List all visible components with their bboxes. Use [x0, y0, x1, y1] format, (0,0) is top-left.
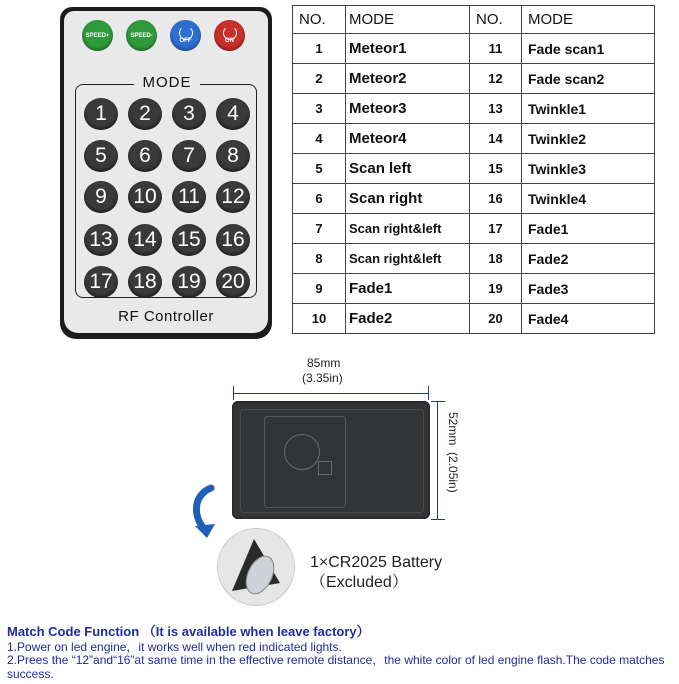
battery-detail-image — [217, 528, 295, 606]
width-dimension-line — [233, 393, 429, 394]
mode-name: Fade scan2 — [522, 64, 655, 94]
mode-number: 20 — [470, 304, 522, 334]
mode-table — [292, 5, 655, 334]
table-row — [293, 184, 655, 214]
number-button-20[interactable]: 20 — [216, 266, 250, 298]
mode-number: 3 — [293, 94, 346, 124]
mode-name: Meteor1 — [346, 34, 470, 64]
mode-title: MODE — [134, 74, 200, 91]
mode-name: Fade scan1 — [522, 34, 655, 64]
battery-line2: （Excluded） — [310, 574, 408, 591]
table-row — [293, 124, 655, 154]
number-button-13[interactable]: 13 — [84, 224, 118, 256]
number-button-9[interactable]: 9 — [84, 181, 118, 213]
mode-name: Twinkle2 — [522, 124, 655, 154]
mode-name: Scan right&left — [346, 214, 470, 244]
mode-number: 4 — [293, 124, 346, 154]
number-button-17[interactable]: 17 — [84, 266, 118, 298]
speed-plus-button[interactable]: SPEED+ — [82, 20, 113, 51]
mode-name: Fade1 — [522, 214, 655, 244]
mode-name: Scan right&left — [346, 244, 470, 274]
mode-number: 10 — [293, 304, 346, 334]
mode-number: 8 — [293, 244, 346, 274]
table-header-row — [293, 6, 655, 34]
mode-number: 5 — [293, 154, 346, 184]
mode-number: 9 — [293, 274, 346, 304]
height-tick-bottom — [431, 519, 445, 520]
width-tick-left — [233, 386, 234, 400]
header-mode: MODE — [346, 6, 470, 34]
table-row — [293, 34, 655, 64]
number-button-11[interactable]: 11 — [172, 181, 206, 213]
battery-line1: 1×CR2025 Battery — [310, 554, 443, 571]
header-no: NO. — [470, 6, 522, 34]
mode-name: Scan left — [346, 154, 470, 184]
off-button[interactable]: OFF — [170, 20, 201, 51]
mode-number: 15 — [470, 154, 522, 184]
remote-controller-front — [60, 7, 272, 339]
table-row — [293, 304, 655, 334]
number-button-7[interactable]: 7 — [172, 140, 206, 172]
number-button-3[interactable]: 3 — [172, 98, 206, 130]
mode-number: 7 — [293, 214, 346, 244]
mode-name: Fade2 — [346, 304, 470, 334]
header-no: NO. — [293, 6, 346, 34]
remote-face — [64, 11, 268, 333]
table-row — [293, 214, 655, 244]
mode-number: 19 — [470, 274, 522, 304]
mode-number: 18 — [470, 244, 522, 274]
remote-back-view — [232, 401, 430, 519]
number-button-15[interactable]: 15 — [172, 224, 206, 256]
match-code-title: Match Code Function （It is available when leave factory） — [7, 624, 370, 639]
number-button-16[interactable]: 16 — [216, 224, 250, 256]
match-code-step-1: 1.Power on led engine，it works well when red indicated lights. — [7, 640, 342, 654]
height-label: 52mm (2.05in) — [446, 412, 460, 493]
mode-number: 13 — [470, 94, 522, 124]
number-button-14[interactable]: 14 — [128, 224, 162, 256]
mode-number: 17 — [470, 214, 522, 244]
mode-name: Fade4 — [522, 304, 655, 334]
battery-icon — [218, 529, 294, 605]
number-button-6[interactable]: 6 — [128, 140, 162, 172]
ce-mark-icon — [318, 461, 332, 475]
width-in-label: (3.35in) — [302, 371, 343, 385]
table-row — [293, 274, 655, 304]
mode-number: 1 — [293, 34, 346, 64]
mode-name: Meteor3 — [346, 94, 470, 124]
mode-name: Twinkle3 — [522, 154, 655, 184]
header-mode: MODE — [522, 6, 655, 34]
mode-number: 6 — [293, 184, 346, 214]
number-button-19[interactable]: 19 — [172, 266, 206, 298]
width-mm-label: 85mm — [307, 356, 341, 370]
number-button-10[interactable]: 10 — [128, 181, 162, 213]
mode-name: Scan right — [346, 184, 470, 214]
battery-text — [310, 553, 442, 593]
height-dimension-line — [437, 401, 438, 520]
rf-controller-label: RF Controller — [118, 308, 214, 325]
width-tick-right — [428, 386, 429, 400]
number-button-2[interactable]: 2 — [128, 98, 162, 130]
number-button-12[interactable]: 12 — [216, 181, 250, 213]
mode-number: 14 — [470, 124, 522, 154]
table-row — [293, 154, 655, 184]
battery-slot — [284, 434, 320, 470]
mode-name: Meteor4 — [346, 124, 470, 154]
mode-name: Fade2 — [522, 244, 655, 274]
mode-name: Meteor2 — [346, 64, 470, 94]
mode-name: Twinkle1 — [522, 94, 655, 124]
table-row — [293, 64, 655, 94]
mode-number: 11 — [470, 34, 522, 64]
number-button-1[interactable]: 1 — [84, 98, 118, 130]
height-tick-top — [431, 401, 445, 402]
number-button-5[interactable]: 5 — [84, 140, 118, 172]
mode-name: Fade1 — [346, 274, 470, 304]
table-row — [293, 244, 655, 274]
mode-name: Twinkle4 — [522, 184, 655, 214]
number-button-4[interactable]: 4 — [216, 98, 250, 130]
match-code-step-2: 2.Prees the “12”and“16”at same time in the effective remote distance，the white color of led engine flash.The code matches success. — [7, 653, 665, 681]
number-button-18[interactable]: 18 — [128, 266, 162, 298]
number-button-8[interactable]: 8 — [216, 140, 250, 172]
mode-number: 12 — [470, 64, 522, 94]
table-row — [293, 94, 655, 124]
mode-name: Fade3 — [522, 274, 655, 304]
on-button[interactable]: ON — [214, 20, 245, 51]
mode-number: 16 — [470, 184, 522, 214]
speed-minus-button[interactable]: SPEED- — [126, 20, 157, 51]
mode-number: 2 — [293, 64, 346, 94]
